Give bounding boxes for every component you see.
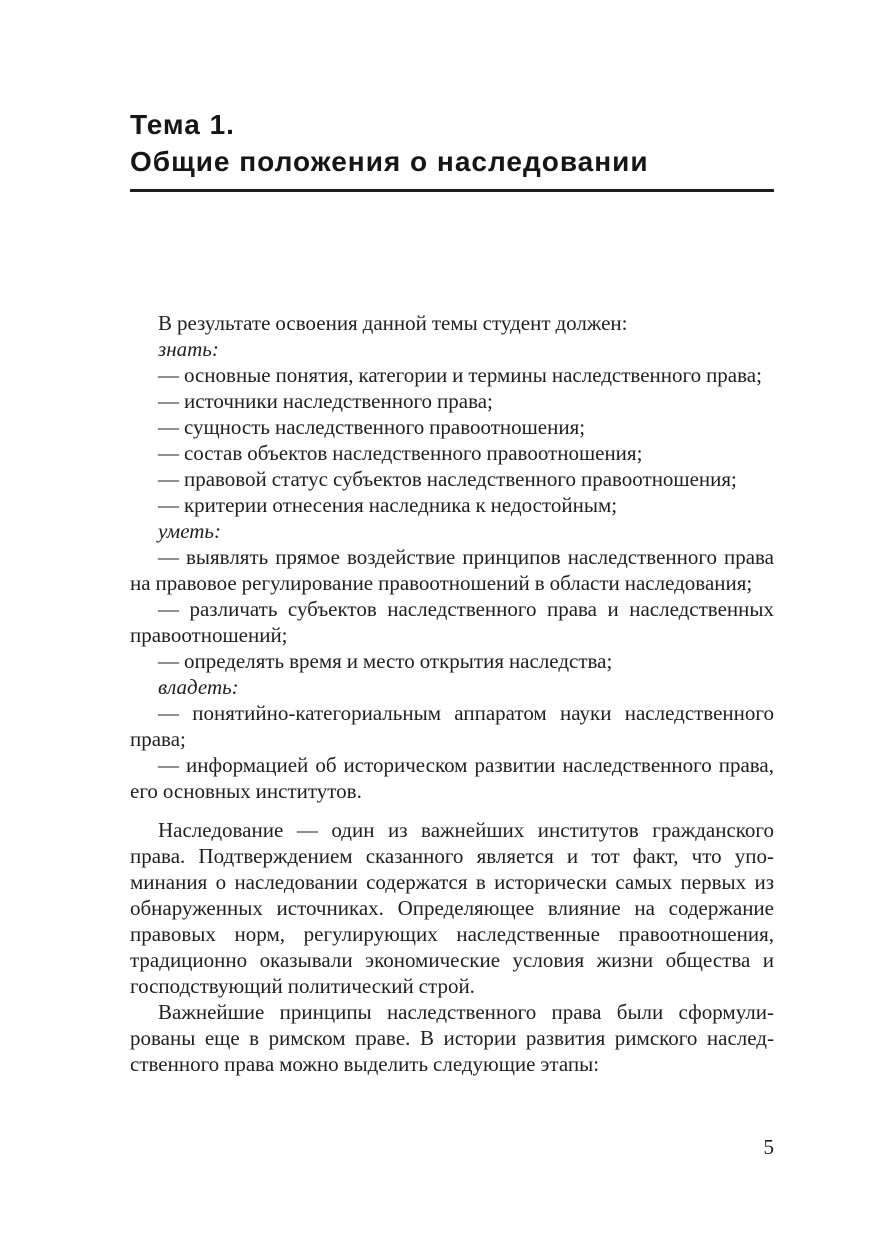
objective-item: — основные понятия, категории и термины наследственного права;: [158, 363, 762, 387]
body-text-section: [130, 817, 774, 1077]
chapter-title: [130, 0, 774, 180]
page-number: 5: [763, 1135, 774, 1159]
objective-item: — источники наследственного права;: [158, 389, 493, 413]
objective-group-label-able: уметь:: [158, 519, 221, 543]
objective-item: — различать субъектов наследственного права и наследственных правоотношений;: [130, 597, 774, 647]
paragraph: Наследование — один из важнейших институтов гражданского права. Подтверждением сказанного является и тот факт, что упоминания о наследовании содержатся в исторически самых первых из обнаруженных источниках. Определяющее влияние на содержание правовых норм, регулирующих наследственные правоотношения, традиционно оказывали экономические условия жизни общества и господствующий политический строй.: [130, 818, 774, 998]
objective-item: — выявлять прямое воздействие принципов наследственного права на правовое регулирование правоотношений в области наследования;: [130, 545, 774, 595]
chapter-title-line1: Тема 1.: [130, 109, 235, 140]
objectives-intro: В результате освоения данной темы студент должен:: [158, 311, 628, 335]
objective-item: — правовой статус субъектов наследственного правоотношения;: [158, 467, 737, 491]
objective-item: — определять время и место открытия наследства;: [158, 649, 613, 673]
title-rule: [130, 189, 774, 192]
objective-group-label-master: владеть:: [158, 675, 239, 699]
paragraph: Важнейшие принципы наследственного права были сформулированы еще в римском праве. В истории развития римского наследственного права можно выделить следующие этапы:: [130, 1000, 774, 1076]
objective-item: — состав объектов наследственного правоотношения;: [158, 441, 643, 465]
objective-group-label-know: знать:: [158, 337, 219, 361]
chapter-title-line2: Общие положения о наследовании: [130, 146, 649, 177]
objective-item: — информацией об историческом развитии наследственного права, его основных институтов.: [130, 753, 774, 803]
text-column: [130, 0, 774, 1077]
objective-item: — критерии отнесения наследника к недостойным;: [158, 493, 618, 517]
learning-objectives-section: [130, 310, 774, 804]
objective-item: — понятийно-категориальным аппаратом науки наследственного права;: [130, 701, 774, 751]
objective-item: — сущность наследственного правоотношения;: [158, 415, 586, 439]
